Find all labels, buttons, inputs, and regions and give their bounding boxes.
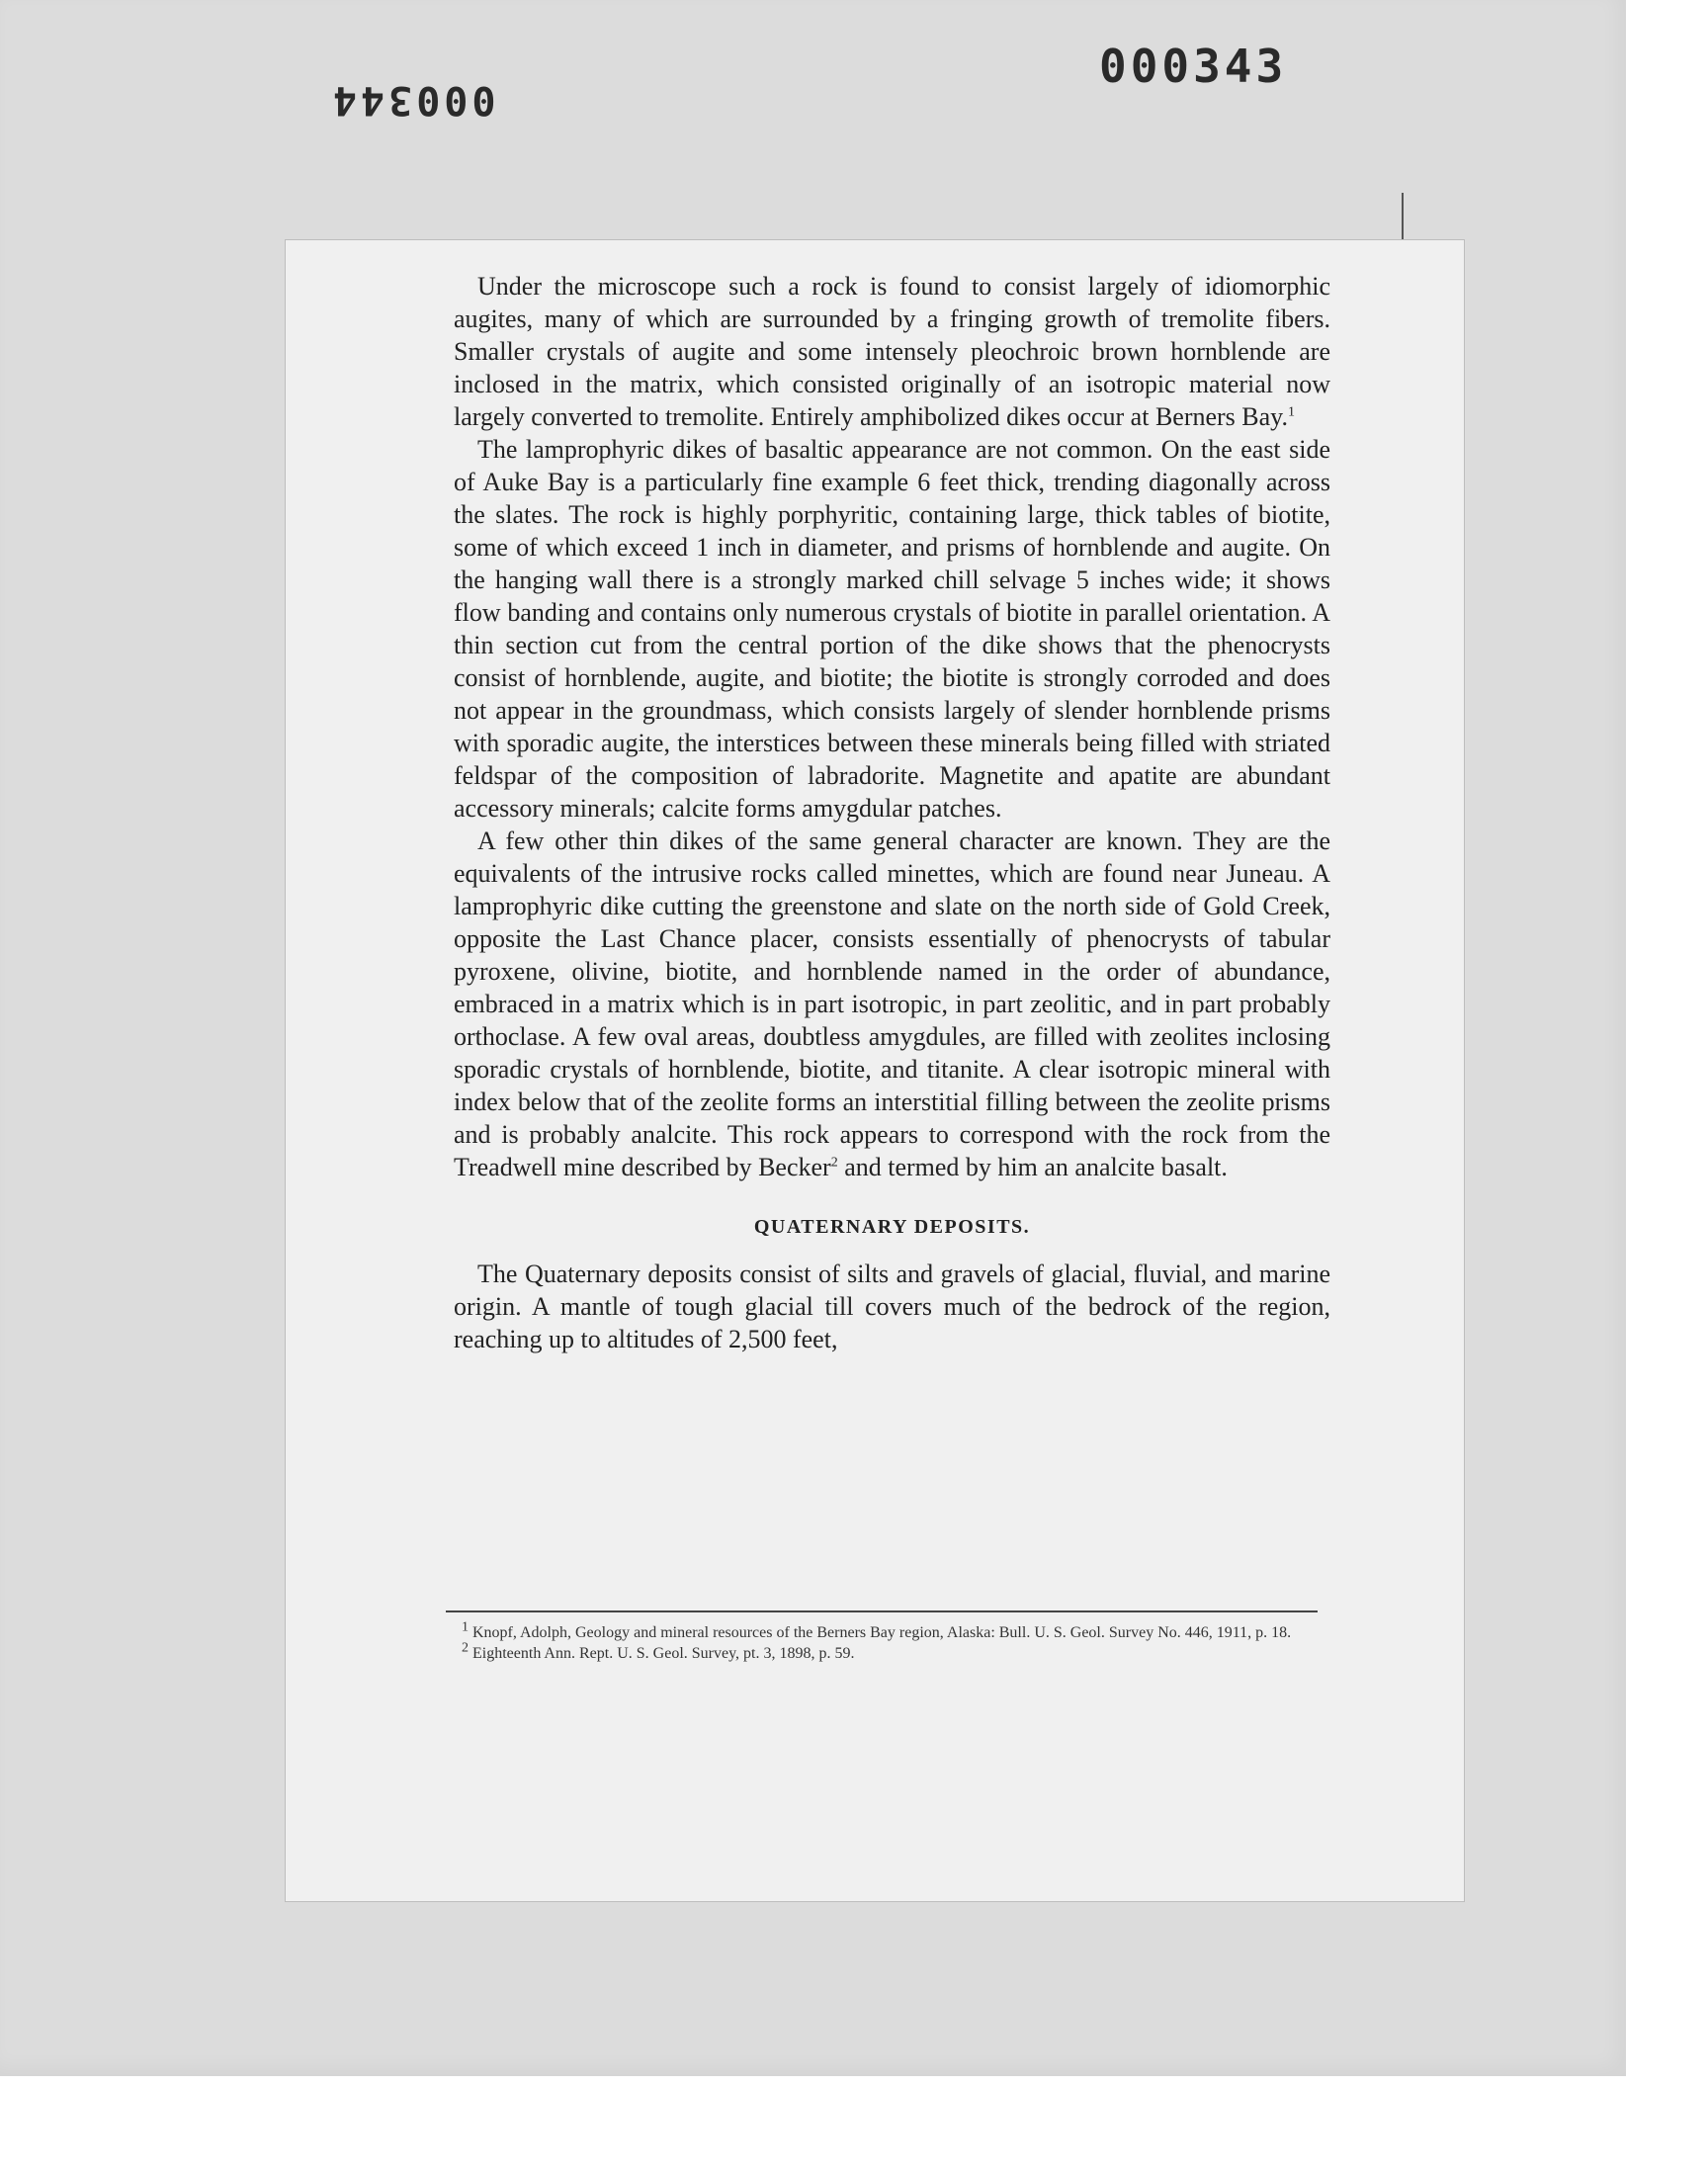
footnote-text: Knopf, Adolph, Geology and mineral resources of the Berners Bay region, Alaska: Bull. U. S. Geol. Survey No. 446, 1911, p. 18.: [472, 1624, 1292, 1641]
paragraph: [454, 825, 1330, 1183]
conjunction-text: and: [844, 1153, 882, 1181]
paragraph-text: Under the microscope such a rock is found to consist largely of idiomorphic augites, many of which are surrounded by a fringing growth of tremolite fibers. Smaller crystals of augite and some intensely pleochroic brown hornblende are inclosed in the matrix, which consisted originally of an isotropic material now largely converted to tremolite. Entirely amphibolized dikes occur at Berners Bay.: [454, 272, 1330, 431]
paragraph: The lamprophyric dikes of basaltic appearance are not common. On the east side of Auke Bay is a particularly fine example 6 feet thick, trending diagonally across the slates. The rock is highly porphyritic, containing large, thick tables of biotite, some of which exceed 1 inch in diameter, and prisms of hornblende and augite. On the hanging wall there is a strongly marked chill selvage 5 inches wide; it shows flow banding and contains only numerous crystals of biotite in parallel orientation. A thin section cut from the central portion of the dike shows that the phenocrysts consist of hornblende, augite, and biotite; the biotite is strongly corroded and does not appear in the groundmass, which consists largely of slender hornblende prisms with sporadic augite, the interstices between these minerals being filled with striated feldspar of the composition of labradorite. Magnetite and apatite are abundant accessory minerals; calcite forms amygdular patches.: [454, 435, 1330, 823]
section-heading: QUATERNARY DEPOSITS.: [753, 1216, 1031, 1238]
document-page: [285, 239, 1465, 1902]
footnote: [446, 1619, 1318, 1643]
paragraph-text: termed by him an analcite basalt.: [888, 1153, 1228, 1181]
footnote-marker: 2: [462, 1640, 469, 1656]
page-stamp-left: 000344: [329, 77, 496, 123]
paragraph: [454, 270, 1330, 433]
footnote-ref: 1: [1288, 404, 1295, 420]
edge-mark: [1402, 193, 1404, 244]
footnote: [446, 1640, 1318, 1664]
paragraph: The Quaternary deposits consist of silts and gravels of glacial, fluvial, and marine origin. A mantle of tough glacial till covers much of the bedrock of the region, reaching up to altitudes of 2,500 feet,: [454, 1260, 1330, 1353]
body-text: [454, 270, 1330, 1355]
paragraph-text: A few other thin dikes of the same general character are known. They are the equivalents of the intrusive rocks called minettes, which are found near Juneau. A lamprophyric dike cutting the greenstone and slate on the north side of Gold Creek, opposite the Last Chance placer, consists essentially of phenocrysts of tabular pyroxene, olivine, biotite, and hornblende named in the order of abundance, embraced in a matrix which is in part isotropic, in part zeolitic, and in part probably orthoclase. A few oval areas, doubtless amygdules, are filled with zeolites inclosing sporadic crystals of hornblende, biotite, and titanite. A clear isotropic mineral with index below that of the zeolite forms an interstitial filling between the zeolite prisms and is probably analcite. This rock appears to correspond with the rock from the Treadwell mine described by Becker: [454, 826, 1330, 1181]
footnote-ref: 2: [830, 1155, 838, 1171]
footnote-marker: 1: [462, 1619, 469, 1635]
footnote-text: Eighteenth Ann. Rept. U. S. Geol. Survey, pt. 3, 1898, p. 59.: [472, 1645, 855, 1662]
footnotes: [446, 1610, 1318, 1664]
page-stamp-right: 000343: [1099, 40, 1288, 93]
